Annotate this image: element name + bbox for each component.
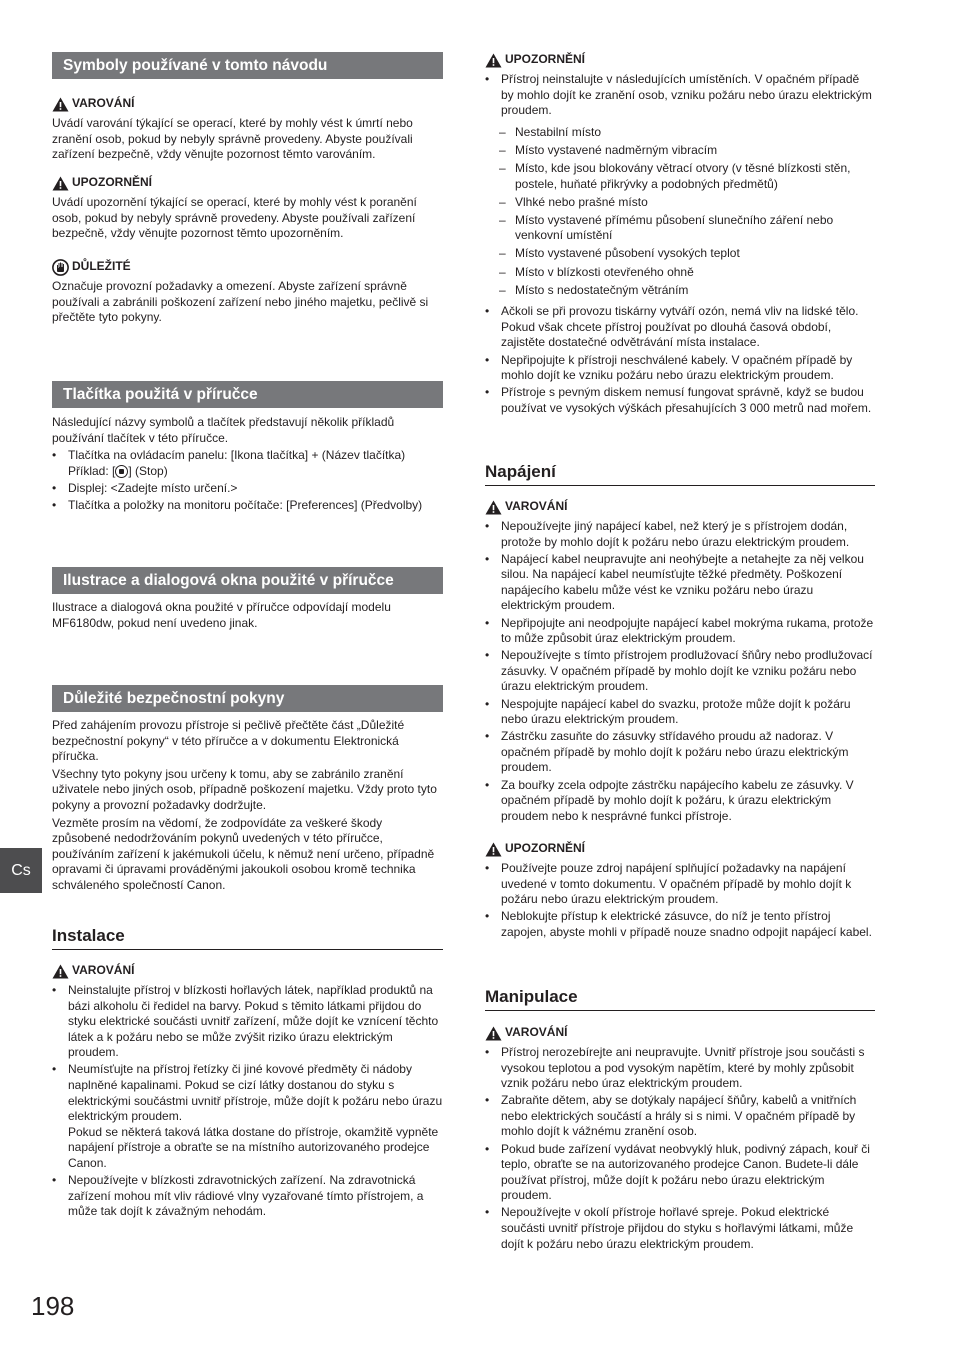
power-caution-list xyxy=(485,861,875,940)
warning-label-text: VAROVÁNÍ xyxy=(72,96,135,111)
list-item: • Pokud bude zařízení vydávat neobvyklý hluk, podivný zápach, kouř či teplo, obraťte se na autorizovaného prodejce Canon. Budete-li dále používat přístroj, může dojít k požáru nebo úrazu elektrickým proudem. xyxy=(485,1142,875,1204)
buttons-item1-example-post: ] (Stop) xyxy=(128,463,168,478)
symbols-warning-block xyxy=(52,96,443,163)
important-label-text: DŮLEŽITÉ xyxy=(72,259,131,274)
list-item: – Místo s nedostatečným větráním xyxy=(485,283,875,299)
list-item: • Ačkoli se při provozu tiskárny vytváří ozón, nemá vliv na lidské tělo. Pokud však chcete přístroj používat po dlouhá časová období, zajistěte dostatečné odvětrávání místa instalace. xyxy=(485,304,875,351)
power-warning-block xyxy=(485,499,875,826)
list-item: – Místo vystavené přímému působení slunečního záření nebo venkovní umístění xyxy=(485,213,875,244)
warning-triangle-icon xyxy=(52,964,69,979)
warning-triangle-icon xyxy=(52,176,69,191)
list-item: • Nespojujte napájecí kabel do svazku, protože může dojít k požáru nebo úrazu elektrickým proudem. xyxy=(485,697,875,728)
buttons-item1-line1: Tlačítka na ovládacím panelu: [Ikona tlačítka] + (Název tlačítka) xyxy=(68,448,406,463)
list-item: – Místo, kde jsou blokovány větrací otvory (v těsné blízkosti stěn, postele, huňaté přikrývky a podobných předmětů) xyxy=(485,161,875,192)
installation-warning-item2-extra: Pokud se některá taková látka dostane do přístroje, okamžitě vypněte napájení přístroje a obraťte se na místního autorizovaného prodejce Canon. xyxy=(68,1124,439,1171)
page-number: 198 xyxy=(31,1291,75,1321)
symbols-caution-text: Uvádí upozornění týkající se operací, které by mohly vést k poranění osob, pokud by nebyly správně provedeny. Abyste používali zařízení bezpečně, vždy věnujte pozornost těmto upozorněním. xyxy=(52,195,417,241)
list-item xyxy=(52,448,443,479)
safety-block xyxy=(52,718,443,894)
list-item: • Nepoužívejte v okolí přístroje hořlavé spreje. Pokud elektrické součásti uvnitř přístroje přijdou do styku s hořlavými látkami, může dojít k požáru nebo úrazu elektrickým proudem. xyxy=(485,1205,875,1252)
stop-button-icon xyxy=(115,465,128,478)
list-item: • Za bouřky zcela odpojte zástrčku napájecího kabelu ze zásuvky. V opačném případě by mohlo dojít k požáru, k úrazu elektrickým proudem nebo k nesprávné funkci přístroje. xyxy=(485,778,875,825)
section-bar-safety: Důležité bezpečnostní pokyny xyxy=(52,685,443,712)
power-warning-list xyxy=(485,519,875,824)
warning-triangle-icon xyxy=(485,53,502,68)
warning-triangle-icon xyxy=(52,97,69,112)
handling-warning-block xyxy=(485,1025,875,1254)
buttons-item1-example-pre: Příklad: [ xyxy=(68,463,116,478)
list-item: • Napájecí kabel neupravujte ani neohýbejte a netahejte za něj velkou silou. Na napájecí kabel neumísťujte těžké předměty. Poškození napájecího kabelu může vést ke vzniku požáru nebo úrazu elektrickým proudem. xyxy=(485,552,875,614)
list-item: • Nepoužívejte s tímto přístrojem prodlužovací šňůry nebo prodlužovací zásuvky. V opačném případě by mohlo dojít ke vzniku požáru nebo úrazu elektrickým proudem. xyxy=(485,648,875,695)
caution-label xyxy=(485,841,875,857)
installation-warning-list xyxy=(52,983,443,1220)
buttons-list xyxy=(52,448,443,513)
caution-label-text: UPOZORNĚNÍ xyxy=(505,841,586,856)
list-item: • Neinstalujte přístroj v blízkosti hořlavých látek, například produktů na bázi alkoholu či ředidel na barvy. Pokud s těmito látkami přijdou do styku elektrické součásti uvnitř zařízení, může dojít ke vznícení těchto látek a k požáru nebo se může zvýšit riziko úrazu elektrickým proudem. xyxy=(52,983,443,1061)
warning-label-text: VAROVÁNÍ xyxy=(72,963,135,978)
caution-label xyxy=(52,175,443,191)
list-item: – Místo vystavené působení vysokých teplot xyxy=(485,246,875,262)
buttons-block xyxy=(52,415,443,515)
caution-label-text: UPOZORNĚNÍ xyxy=(505,52,586,67)
warning-label-text: VAROVÁNÍ xyxy=(505,499,568,514)
warning-label-text: VAROVÁNÍ xyxy=(505,1025,568,1040)
symbols-caution-block xyxy=(52,175,443,242)
list-item: • Zástrčku zasuňte do zásuvky střídavého proudu až nadoraz. V opačném případě by mohlo dojít k požáru nebo úrazu elektrickým proudem. xyxy=(485,729,875,776)
section-bar-illustrations: Ilustrace a dialogová okna použité v příručce xyxy=(52,567,443,594)
buttons-intro: Následující názvy symbolů a tlačítek představují několik příkladů používání tlačítek v této příručce. xyxy=(52,415,395,445)
warning-triangle-icon xyxy=(485,500,502,515)
list-item: – Místo vystavené nadměrným vibracím xyxy=(485,143,875,159)
list-item xyxy=(485,72,875,298)
symbols-warning-text: Uvádí varování týkající se operací, které by mohly vést k úmrtí nebo zranění osob, pokud by nebyly správně provedeny. Abyste používali zařízení bezpečně, vždy věnujte pozornost těmto varováním. xyxy=(52,116,413,162)
section-title-power: Napájení xyxy=(485,461,875,486)
section-title-handling: Manipulace xyxy=(485,986,875,1011)
list-item: • Nepoužívejte jiný napájecí kabel, než který je s přístrojem dodán, protože by mohlo dojít k požáru nebo úrazu elektrickým proudem. xyxy=(485,519,875,550)
list-item: – Vlhké nebo prašné místo xyxy=(485,195,875,211)
list-item: • Nepřipojujte k přístroji neschválené kabely. V opačném případě by mohlo dojít ke vzniku požáru nebo úrazu elektrickým proudem. xyxy=(485,353,875,384)
caution-label xyxy=(485,52,875,68)
warning-triangle-icon xyxy=(485,1026,502,1041)
symbols-important-text: Označuje provozní požadavky a omezení. Abyste zařízení správně používali a zabránili poškození zařízení nebo jiného majetku, pečlivě si přečtěte tyto pokyny. xyxy=(52,279,429,325)
safety-p1: Před zahájením provozu přístroje si pečlivě přečtěte část „Důležité bezpečnostní pokyny“ v této příručce a v dokumentu Elektronická příručka. xyxy=(52,718,405,764)
power-caution-block xyxy=(485,841,875,942)
list-item: • Displej: <Zadejte místo určení.> xyxy=(52,481,443,497)
warning-label xyxy=(485,499,875,515)
handling-warning-list xyxy=(485,1045,875,1252)
installation-caution-intro: Přístroj neinstalujte v následujících umístěních. V opačném případě by mohlo dojít ke zranění osob, vzniku požáru nebo úrazu elektrickým proudem. xyxy=(501,72,872,118)
safety-p3: Vezměte prosím na vědomí, že zodpovídáte za veškeré škody způsobené nedodržováním pokynů uvedených v této příručce, používáním zařízení k jakémukoli účelu, k němuž není určeno, případně opravami či úpravami prováděnými jakoukoli osobou kromě technika schváleného společností Canon. xyxy=(52,815,435,892)
installation-warning-item2: Neumísťujte na přístroj řetízky či jiné kovové předměty či nádoby naplněné kapalinami. Pokud se cizí látky dostanou do styku s elektrickými součástmi uvnitř přístroje, může dojít k požáru nebo úrazu elektrickým proudem. xyxy=(68,1062,443,1124)
list-item: – Místo v blízkosti otevřeného ohně xyxy=(485,265,875,281)
list-item: • Nepoužívejte v blízkosti zdravotnických zařízení. Na zdravotnická zařízení mohou mít vliv rádiové vlny vyzařované tímto přístrojem, a může tak dojít k závažným nehodám. xyxy=(52,1173,443,1220)
installation-caution-block xyxy=(485,52,875,418)
list-item: • Používejte pouze zdroj napájení splňující požadavky na napájení uvedené v tomto dokumentu. V opačném případě by mohlo dojít k požáru nebo úrazu elektrickým proudem. xyxy=(485,861,875,908)
symbols-important-block xyxy=(52,259,443,326)
important-label xyxy=(52,259,443,275)
warning-triangle-icon xyxy=(485,842,502,857)
section-bar-buttons: Tlačítka použitá v příručce xyxy=(52,381,443,408)
section-title-installation: Instalace xyxy=(52,925,443,950)
illustrations-block xyxy=(52,600,443,631)
list-item: • Tlačítka a položky na monitoru počítače: [Preferences] (Předvolby) xyxy=(52,498,443,514)
list-item: • Přístroje s pevným diskem nemusí fungovat správně, když se budou používat ve vysokých výškách přesahujících 3 000 metrů nad mořem. xyxy=(485,385,875,416)
warning-label xyxy=(52,963,443,979)
safety-p2: Všechny tyto pokyny jsou určeny k tomu, aby se zabránilo zranění uživatele nebo jiných osob, případně poškození majetku. Vždy proto tyto pokyny a provozní požadavky dodržujte. xyxy=(52,766,437,812)
installation-caution-list xyxy=(485,72,875,416)
section-bar-symbols: Symboly používané v tomto návodu xyxy=(52,52,443,79)
list-item: • Neblokujte přístup k elektrické zásuvce, do níž je tento přístroj zapojen, abyste mohli v případě nouze snadno odpojit napájecí kabel. xyxy=(485,909,875,940)
installation-locations-list xyxy=(485,125,875,298)
important-circle-icon xyxy=(52,259,69,276)
installation-warning-block xyxy=(52,963,443,1221)
illustrations-text: Ilustrace a dialogová okna použité v příručce odpovídají modelu MF6180dw, pokud není uvedeno jinak. xyxy=(52,600,391,630)
caution-label-text: UPOZORNĚNÍ xyxy=(72,175,153,190)
list-item: • Nepřipojujte ani neodpojujte napájecí kabel mokrýma rukama, protože to může způsobit úraz elektrickým proudem. xyxy=(485,616,875,647)
list-item: • Zabraňte dětem, aby se dotýkaly napájecí šňůry, kabelů a vnitřních nebo elektrických součástí a hrály si s nimi. V opačném případě by mohlo dojít k vážnému zranění osob. xyxy=(485,1093,875,1140)
list-item: – Nestabilní místo xyxy=(485,125,875,141)
warning-label xyxy=(485,1025,875,1041)
language-tab: Cs xyxy=(0,848,42,893)
warning-label xyxy=(52,96,443,112)
list-item: • Přístroj nerozebírejte ani neupravujte. Uvnitř přístroje jsou součásti s vysokou teplotou a pod vysokým napětím, které by mohly způsobit vznik požáru nebo úraz elektrickým proudem. xyxy=(485,1045,875,1092)
list-item xyxy=(52,1062,443,1171)
